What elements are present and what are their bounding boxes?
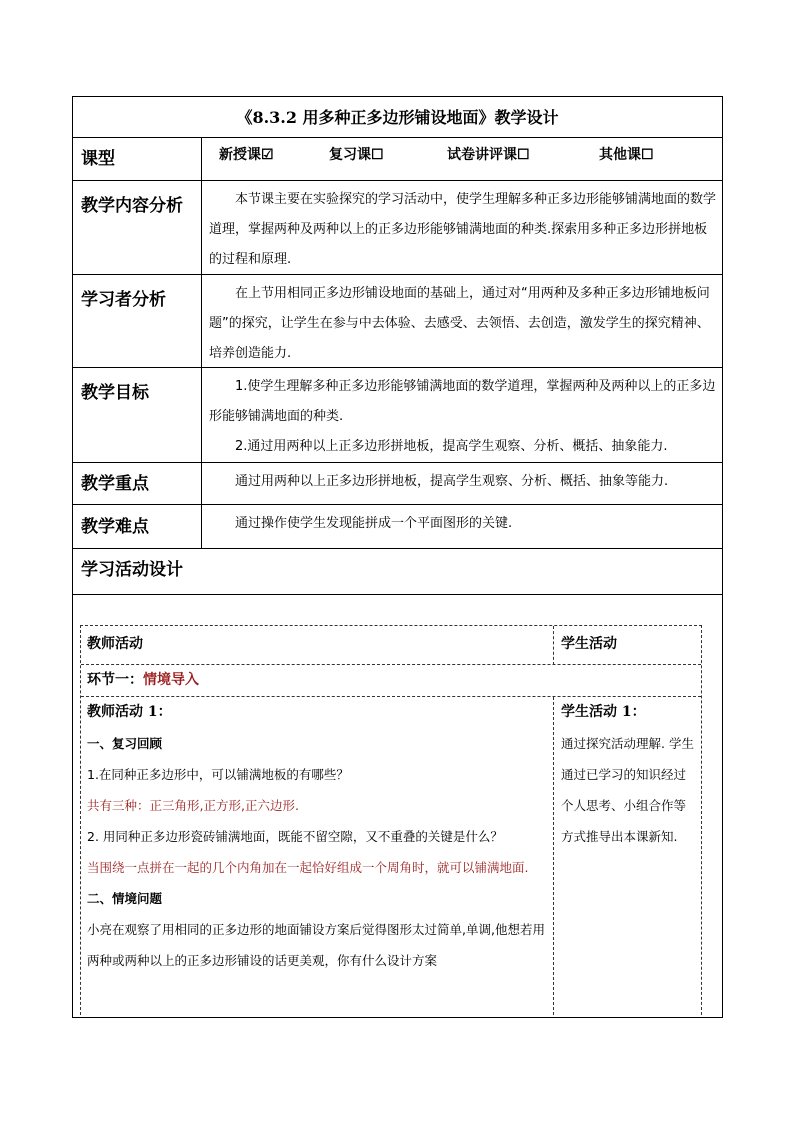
difficulties-row [73,505,722,549]
objectives-label: 教学目标 [73,368,202,462]
content-analysis-text: 本节课主要在实验探究的学习活动中，使学生理解多种正多边形能够铺满地面的数学道理，掌握两种及两种以上的正多边形能够铺满地面的种类.探索用多种正多边形拼地板的过程和原理. [209,192,717,267]
objectives-row [73,368,722,463]
option-new-lesson[interactable]: 新授课☑ [219,147,274,163]
teacher-activity-title: 教师活动 1： [87,704,172,720]
activity-design-label: 学习活动设计 [81,560,183,580]
student-activity-text: 通过探究活动理解. 学生通过已学习的知识经过个人思考、小组合作等方式推导出本课新知. [561,736,694,844]
option-exam-review-lesson[interactable]: 试卷讲评课☐ [447,147,530,163]
learner-analysis-label: 学习者分析 [73,275,202,367]
objective-1: 1.使学生理解多种正多边形能够铺满地面的数学道理，掌握两种及两种以上的正多边形能够铺满地面的种类. [209,379,716,424]
answer-2: 当围绕一点拼在一起的几个内角加在一起恰好组成一个周角时，就可以铺满地面. [87,860,529,875]
difficulties-label: 教学难点 [73,505,202,548]
key-points-row [73,463,722,505]
activity-area [73,595,722,1018]
learner-analysis-text: 在上节用相同正多边形铺设地面的基础上，通过对“用两种及多种正多边形铺地板问题”的探究，让学生在参与中去体验、去感受、去领悟、去创造，激发学生的探究精神、培养创造能力. [209,286,710,361]
section-name: 情境导入 [143,672,199,688]
activity-body-row [81,697,701,1018]
student-activity-header: 学生活动 [561,636,617,652]
activity-table [80,625,702,1018]
student-activity-title: 学生活动 1： [561,704,646,720]
objective-2: 2.通过用两种以上正多边形拼地板，提高学生观察、分析、概括、抽象能力. [235,439,668,454]
review-heading: 一、复习回顾 [87,736,163,751]
content-analysis-row [73,181,722,275]
activity-design-row [73,549,722,595]
option-other-lesson[interactable]: 其他课☐ [599,147,654,163]
answer-1: 共有三种：正三角形,正方形,正六边形. [87,798,299,813]
key-points-text: 通过用两种以上正多边形拼地板，提高学生观察、分析、概括、抽象等能力. [235,474,669,489]
situation-text: 小亮在观察了用相同的正多边形的地面铺设方案后觉得图形太过简单,单调,他想若用两种或两种以上的正多边形铺设的话更美观，你有什么设计方案 [87,922,545,968]
learner-analysis-row [73,275,722,368]
activity-header-row [81,626,701,665]
lesson-type-options [209,140,716,170]
teacher-activity-header: 教师活动 [87,636,143,652]
lesson-type-row [73,138,722,181]
difficulties-text: 通过操作使学生发现能拼成一个平面图形的关键. [235,516,513,531]
lesson-type-label: 课型 [73,138,202,180]
question-2: 2. 用同种正多边形瓷砖铺满地面，既能不留空隙，又不重叠的关键是什么？ [87,829,503,844]
section-prefix: 环节一： [87,672,143,688]
content-analysis-label: 教学内容分析 [73,181,202,274]
key-points-label: 教学重点 [73,463,202,504]
section-row [81,665,701,697]
document-title: 《8.3.2 用多种正多边形铺设地面》教学设计 [73,97,722,138]
lesson-plan-table [72,96,723,1018]
question-1: 1.在同种正多边形中，可以铺满地板的有哪些？ [87,767,349,782]
option-review-lesson[interactable]: 复习课☐ [329,147,384,163]
situation-heading: 二、情境问题 [87,891,163,906]
